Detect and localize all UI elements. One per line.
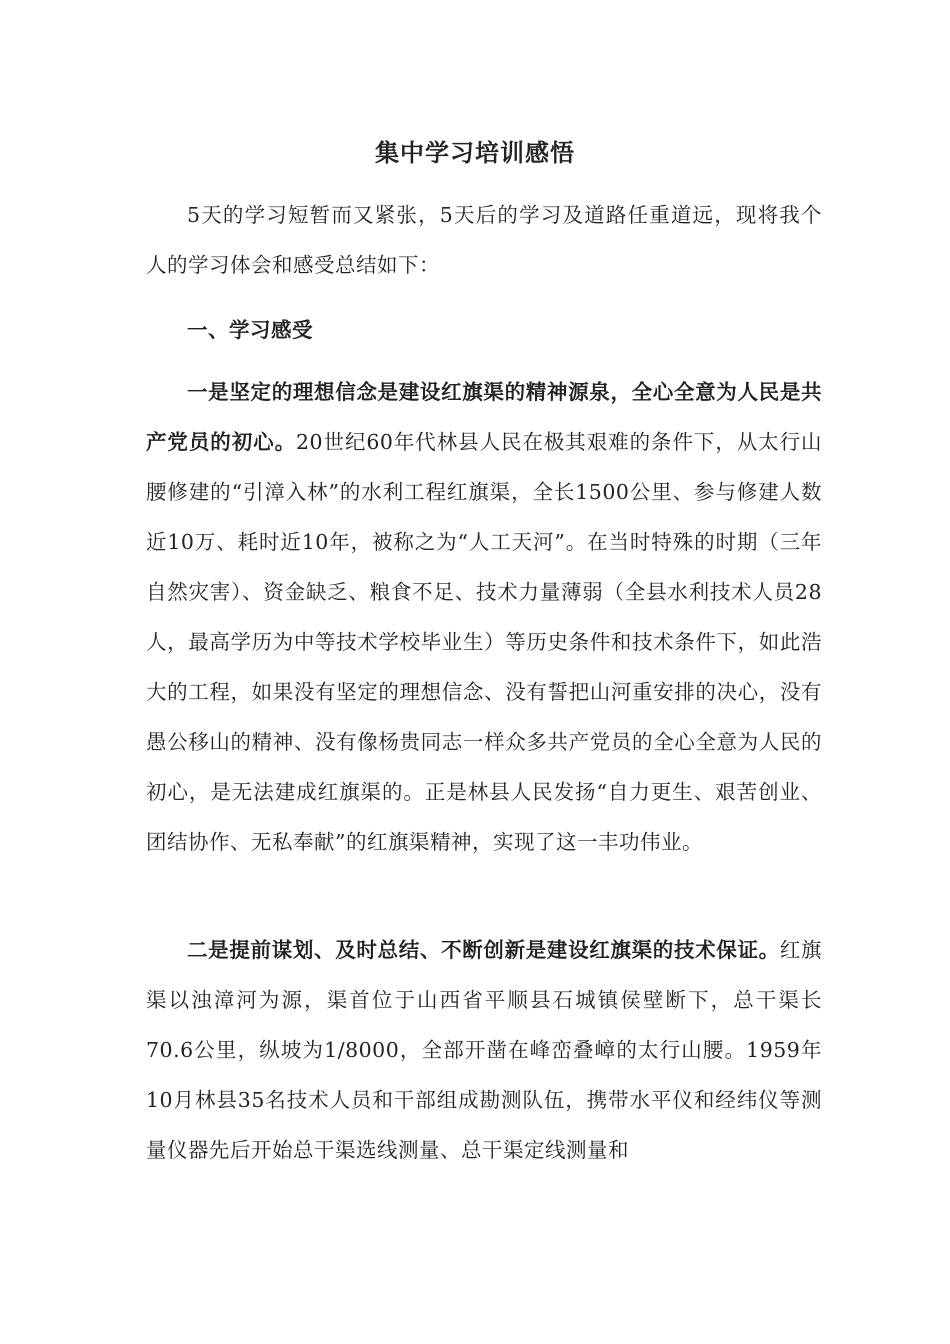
point-one-body: 20世纪60年代林县人民在极其艰难的条件下，从太行山腰修建的“引漳入林”的水利工程红旗渠，全长1500公里、参与修建人数近10万、耗时近10年，被称之为“人工天河”。在当时特殊的时期（三年自然灾害）、资金缺乏、粮食不足、技术力量薄弱（全县水利技术人员28人，最高学历为中等技术学校毕业生）等历史条件和技术条件下，如此浩大的工程，如果没有坚定的理想信念、没有誓把山河重安排的决心，没有愚公移山的精神、没有像杨贵同志一样众多共产党员的全心全意为人民的初心，是无法建成红旗渠的。正是林县人民发扬“自力更生、艰苦创业、团结协作、无私奉献”的红旗渠精神，实现了这一丰功伟业。 (146, 430, 823, 854)
point-one-lead: 一是坚定的理想信念是建设红旗渠的精神源泉，全心全意为人民是共产党员的初心。 (146, 380, 822, 454)
section-heading: 一、学习感受 (187, 318, 313, 342)
point-two-paragraph (146, 925, 822, 1175)
point-one-paragraph (146, 367, 822, 867)
point-two-lead: 二是提前谋划、及时总结、不断创新是建设红旗渠的技术保证。 (187, 938, 780, 962)
point-two-body: 红旗渠以浊漳河为源，渠首位于山西省平顺县石城镇侯壁断下，总干渠长70.6公里，纵坡为1/8000，全部开凿在峰峦叠嶂的太行山腰。1959年10月林县35名技术人员和干部组成勘测队伍，携带水平仪和经纬仪等测量仪器先后开始总干渠选线测量、总干渠定线测量和 (146, 938, 823, 1162)
intro-paragraph: 5天的学习短暂而又紧张，5天后的学习及道路任重道远，现将我个人的学习体会和感受总结如下： (146, 203, 822, 277)
document-title: 集中学习培训感悟 (375, 138, 575, 167)
